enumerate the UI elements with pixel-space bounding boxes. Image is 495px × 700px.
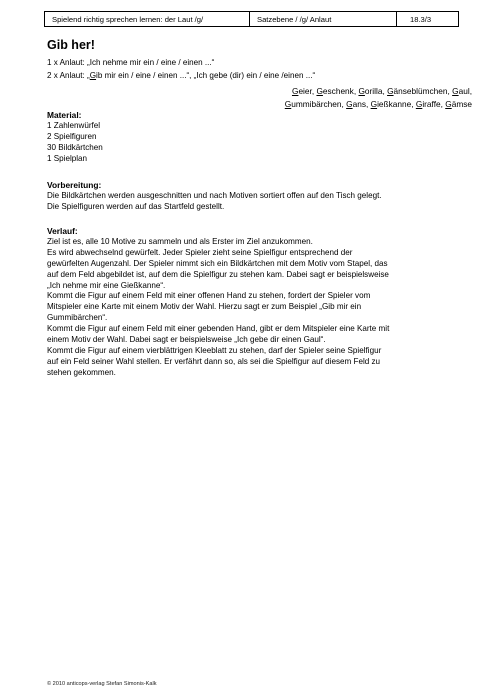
word-item: Giraffe: [415, 99, 441, 109]
word-list-row-1: Geier, Geschenk, Gorilla, Gänseblümchen, Gaul,: [291, 86, 472, 96]
word-item: Gießkanne: [370, 99, 412, 109]
material-section: [47, 110, 477, 165]
page-title: Gib her!: [47, 38, 95, 52]
word-item: Geschenk: [316, 86, 354, 96]
word-item: Geier: [291, 86, 312, 96]
text-line: Es wird abwechselnd gewürfelt. Jeder Spieler zieht seine Spielfigur entsprechend der: [47, 247, 353, 257]
word-list-row-2: Gummibärchen, Gans, Gießkanne, Giraffe, Gämse: [284, 99, 472, 109]
text-line: Ziel ist es, alle 10 Motive zu sammeln und als Erster im Ziel anzukommen.: [47, 236, 313, 246]
vorbereitung-section: [47, 180, 477, 213]
word-item: Gänseblümchen: [387, 86, 448, 96]
word-item: Gans: [346, 99, 366, 109]
anlaut-text: ib mir ein / eine / einen ...“, „Ich: [96, 71, 210, 80]
text-line: stehen gekommen.: [47, 367, 116, 377]
text-line: Mitspieler eine Karte mit einem Motiv der Wahl. Hierzu sagt er zum Beispiel „Gib mir ein: [47, 302, 362, 312]
material-item: 2 Spielfiguren: [47, 131, 97, 141]
header-topic: Satzebene / /g/ Anlaut: [250, 12, 397, 26]
underlined-g: g: [209, 71, 214, 80]
text-line: Gummibärchen“.: [47, 313, 108, 323]
word-item: Gämse: [445, 99, 472, 109]
anlaut-text: 2 x Anlaut: „: [47, 71, 90, 80]
material-item: 30 Bildkärtchen: [47, 142, 103, 152]
anlaut-text: ebe (dir) ein / eine /einen ...“: [213, 71, 316, 80]
verlauf-heading: Verlauf:: [47, 226, 78, 236]
verlauf-section: [47, 226, 477, 379]
vorbereitung-heading: Vorbereitung:: [47, 180, 102, 190]
material-item: 1 Zahlenwürfel: [47, 120, 101, 130]
text-line: Die Spielfiguren werden auf das Startfeld gestellt.: [47, 201, 225, 211]
header-page-number: 18.3/3: [410, 14, 432, 24]
text-line: auf dem Feld abgebildet ist, auf dem die Spielfigur zu stehen kam. Dabei sagt er beispielsweise: [47, 269, 389, 279]
word-item: Gaul: [452, 86, 470, 96]
text-line: Die Bildkärtchen werden ausgeschnitten und nach Motiven sortiert offen auf den Tisch gelegt.: [47, 190, 382, 200]
anlaut-line-1: 1 x Anlaut: „Ich nehme mir ein / eine / einen ...“: [47, 58, 215, 67]
underlined-g: G: [89, 71, 97, 80]
text-line: einem Motiv der Wahl. Dabei sagt er beispielsweise „Ich gebe dir einen Gaul“.: [47, 335, 326, 345]
text-line: „Ich nehme mir eine Gießkanne“.: [47, 280, 166, 290]
text-line: Kommt die Figur auf einem Feld mit einer offenen Hand zu stehen, fordert der Spieler vom: [47, 291, 371, 301]
text-line: auf ein Feld seiner Wahl stellen. Er verfährt dann so, als sei die Spielfigur auf diesem Feld zu: [47, 356, 381, 366]
copyright-footer: © 2010 anticops-verlag Stefan Simonis-Kalk: [47, 681, 157, 687]
text-line: Kommt die Figur auf einem vierblättrigen Kleeblatt zu stehen, darf der Spieler seine Spielfigur: [47, 345, 382, 355]
material-item: 1 Spielplan: [47, 153, 88, 163]
header-table: [44, 11, 459, 27]
text-line: Kommt die Figur auf einem Feld mit einer gebenden Hand, gibt er dem Mitspieler eine Karte mit: [47, 324, 390, 334]
word-item: Gummibärchen: [284, 99, 342, 109]
material-heading: Material:: [47, 110, 82, 120]
text-line: gewürfelten Augenzahl. Der Spieler nimmt sich ein Bildkärtchen mit dem Motiv vom Stapel, das: [47, 258, 388, 268]
word-item: Gorilla: [358, 86, 383, 96]
header-series-title: Spielend richtig sprechen lernen: der Laut /g/: [45, 12, 250, 26]
anlaut-line-2: [47, 71, 315, 80]
